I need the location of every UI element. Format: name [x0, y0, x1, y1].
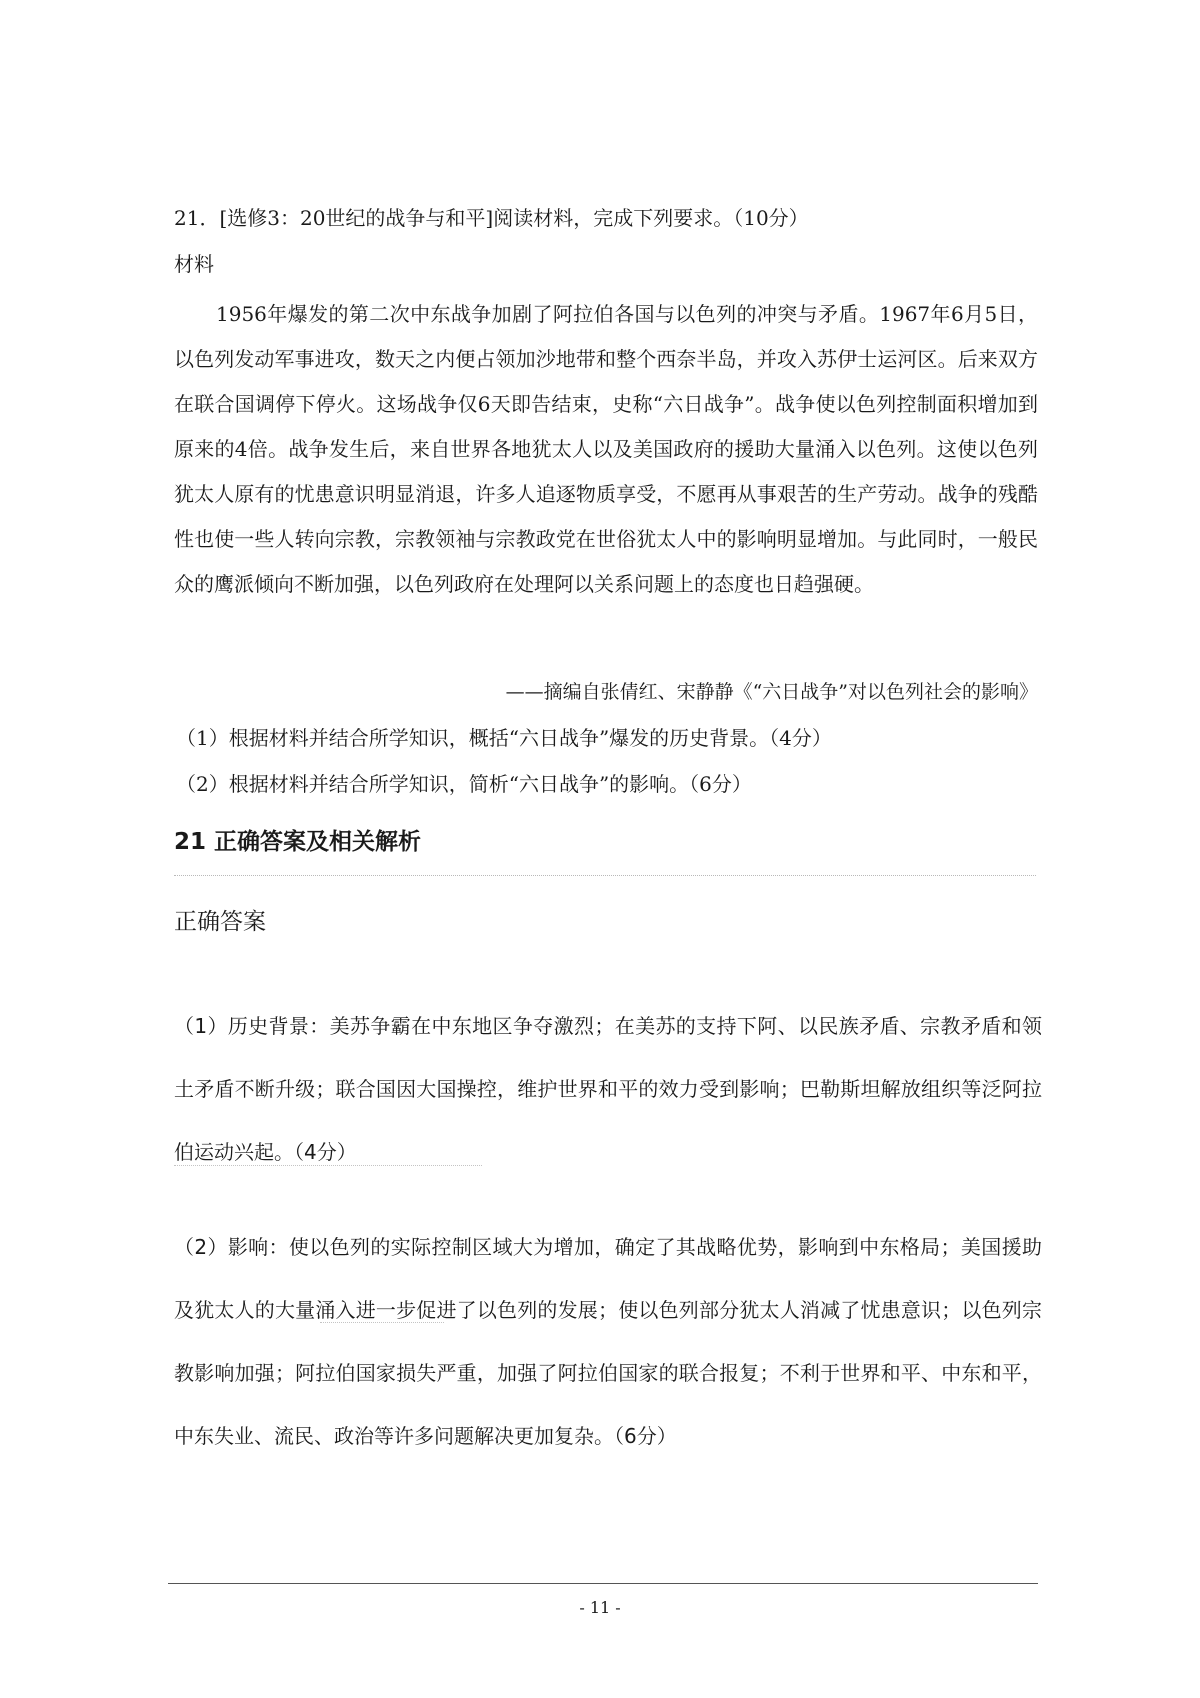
answer-2: （2）影响：使以色列的实际控制区域大为增加，确定了其战略优势，影响到中东格局；美国援助及犹太人的大量涌入进一步促进了以色列的发展；使以色列部分犹太人消减了忧患意识；以色列宗教影响加强；阿拉伯国家损失严重，加强了阿拉伯国家的联合报复；不利于世界和平、中东和平，中东失业、流民、政治等许多问题解决更加复杂。（6分）	[174, 1235, 1042, 1448]
footer-divider	[168, 1583, 1038, 1584]
analysis-heading: 21 正确答案及相关解析	[174, 829, 422, 855]
question-title: 21．[选修3：20世纪的战争与和平]阅读材料，完成下列要求。（10分）	[174, 206, 809, 230]
sub-question-2: （2）根据材料并结合所学知识，简析“六日战争”的影响。（6分）	[176, 772, 752, 796]
answer-1: （1）历史背景：美苏争霸在中东地区争夺激烈；在美苏的支持下阿、以民族矛盾、宗教矛盾和领土矛盾不断升级；联合国因大国操控，维护世界和平的效力受到影响；巴勒斯坦解放组织等泛阿拉伯运动兴起。（4分）	[174, 1014, 1042, 1164]
material-label: 材料	[174, 252, 214, 276]
sub-question-1: （1）根据材料并结合所学知识，概括“六日战争”爆发的历史背景。（4分）	[176, 726, 832, 750]
page-number: - 11 -	[579, 1598, 621, 1617]
material-text: 1956年爆发的第二次中东战争加剧了阿拉伯各国与以色列的冲突与矛盾。1967年6月5日，以色列发动军事进攻，数天之内便占领加沙地带和整个西奈半岛，并攻入苏伊士运河区。后来双方在联合国调停下停火。这场战争仅6天即告结束，史称“六日战争”。战争使以色列控制面积增加到原来的4倍。战争发生后，来自世界各地犹太人以及美国政府的援助大量涌入以色列。这使以色列犹太人原有的忧患意识明显消退，许多人追逐物质享受，不愿再从事艰苦的生产劳动。战争的残酷性也使一些人转向宗教，宗教领袖与宗教政党在世俗犹太人中的影响明显增加。与此同时，一般民众的鹰派倾向不断加强，以色列政府在处理阿以关系问题上的态度也日趋强硬。	[174, 302, 1038, 596]
answer-2-underline	[320, 1322, 444, 1323]
answer-1-underline	[174, 1165, 482, 1166]
answer-heading: 正确答案	[174, 909, 266, 935]
material-source: ——摘编自张倩红、宋静静《“六日战争”对以色列社会的影响》	[505, 681, 1038, 703]
section-divider	[174, 875, 1036, 876]
